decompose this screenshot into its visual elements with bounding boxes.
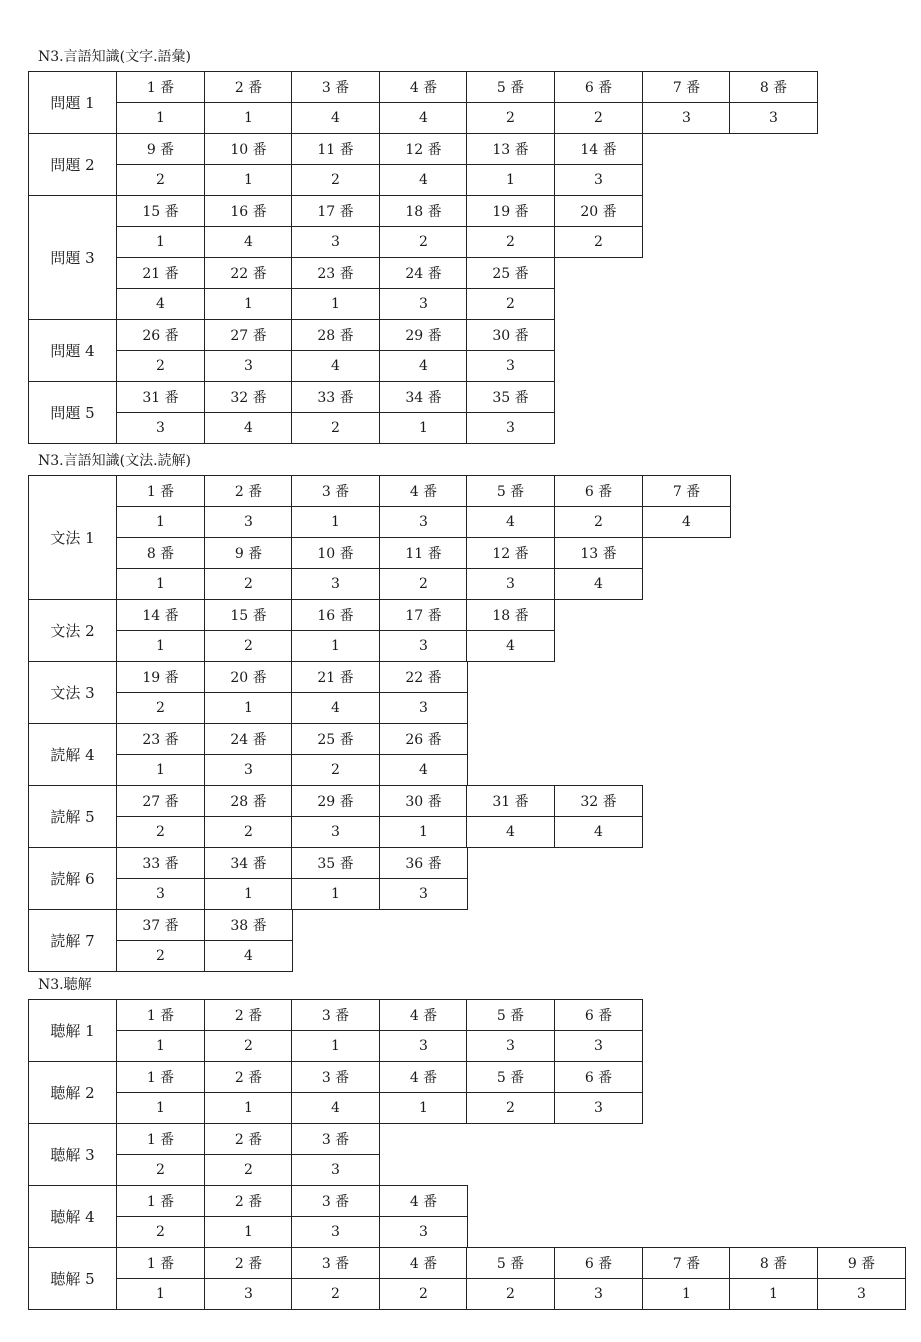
question-group-label: 読解 7 [28, 909, 117, 972]
question-number-cell: 15 番 [116, 195, 205, 227]
answer-cell: 3 [466, 412, 555, 444]
answer-cell: 1 [116, 1030, 205, 1062]
answer-cell: 1 [379, 816, 468, 848]
question-number-cell: 9 番 [817, 1247, 906, 1279]
answer-cell: 3 [291, 226, 380, 258]
answer-cell: 3 [379, 288, 468, 320]
answer-cell: 2 [466, 1278, 555, 1310]
question-number-cell: 7 番 [642, 71, 731, 103]
answer-cell: 3 [204, 1278, 293, 1310]
answer-cell: 4 [204, 226, 293, 258]
question-number-cell: 4 番 [379, 71, 468, 103]
question-number-cell: 3 番 [291, 71, 380, 103]
question-group-label: 聴解 3 [28, 1123, 117, 1186]
answer-cell: 1 [379, 1092, 468, 1124]
question-number-cell: 2 番 [204, 1247, 293, 1279]
question-number-cell: 21 番 [116, 257, 205, 289]
answer-cell: 4 [379, 102, 468, 134]
question-number-cell: 27 番 [204, 319, 293, 351]
question-number-cell: 2 番 [204, 71, 293, 103]
answer-cell: 2 [466, 288, 555, 320]
question-number-cell: 13 番 [554, 537, 643, 569]
question-number-cell: 38 番 [204, 909, 293, 941]
answer-cell: 3 [116, 412, 205, 444]
answer-cell: 4 [379, 164, 468, 196]
answer-cell: 3 [817, 1278, 906, 1310]
answer-cell: 3 [466, 1030, 555, 1062]
question-number-cell: 5 番 [466, 1061, 555, 1093]
question-number-cell: 18 番 [379, 195, 468, 227]
answer-cell: 4 [554, 816, 643, 848]
question-number-cell: 7 番 [642, 1247, 731, 1279]
answer-cell: 3 [554, 1278, 643, 1310]
answer-cell: 3 [379, 630, 468, 662]
answer-cell: 1 [116, 506, 205, 538]
answer-cell: 1 [204, 692, 293, 724]
answer-cell: 1 [116, 1278, 205, 1310]
answer-cell: 2 [116, 164, 205, 196]
question-number-cell: 24 番 [204, 723, 293, 755]
answer-cell: 4 [204, 940, 293, 972]
question-number-cell: 33 番 [116, 847, 205, 879]
answer-cell: 1 [642, 1278, 731, 1310]
answer-cell: 1 [729, 1278, 818, 1310]
answer-cell: 3 [204, 350, 293, 382]
answer-cell: 2 [291, 754, 380, 786]
question-number-cell: 35 番 [291, 847, 380, 879]
question-number-cell: 6 番 [554, 475, 643, 507]
answer-cell: 4 [204, 412, 293, 444]
question-number-cell: 34 番 [379, 381, 468, 413]
question-number-cell: 7 番 [642, 475, 731, 507]
question-number-cell: 22 番 [204, 257, 293, 289]
question-group-label: 問題 5 [28, 381, 117, 444]
answer-cell: 2 [204, 1154, 293, 1186]
question-number-cell: 5 番 [466, 475, 555, 507]
answer-cell: 2 [204, 568, 293, 600]
question-group-label: 聴解 2 [28, 1061, 117, 1124]
question-number-cell: 3 番 [291, 1123, 380, 1155]
answer-cell: 2 [204, 1030, 293, 1062]
question-number-cell: 19 番 [116, 661, 205, 693]
question-number-cell: 2 番 [204, 475, 293, 507]
question-group-label: 文法 3 [28, 661, 117, 724]
answer-cell: 3 [291, 1216, 380, 1248]
answer-cell: 2 [204, 630, 293, 662]
question-number-cell: 5 番 [466, 1247, 555, 1279]
section-title: N3.言語知識(文字.語彙) [38, 49, 191, 65]
question-number-cell: 1 番 [116, 475, 205, 507]
question-number-cell: 2 番 [204, 1185, 293, 1217]
question-number-cell: 4 番 [379, 1185, 468, 1217]
answer-cell: 3 [642, 102, 731, 134]
question-number-cell: 19 番 [466, 195, 555, 227]
answer-cell: 1 [116, 568, 205, 600]
question-number-cell: 26 番 [379, 723, 468, 755]
answer-cell: 1 [291, 878, 380, 910]
answer-cell: 4 [379, 350, 468, 382]
question-number-cell: 28 番 [291, 319, 380, 351]
answer-cell: 1 [291, 630, 380, 662]
question-number-cell: 2 番 [204, 999, 293, 1031]
answer-cell: 2 [379, 1278, 468, 1310]
answer-cell: 2 [204, 816, 293, 848]
answer-cell: 2 [466, 102, 555, 134]
answer-cell: 1 [116, 630, 205, 662]
question-number-cell: 8 番 [729, 71, 818, 103]
answer-cell: 3 [554, 1092, 643, 1124]
question-number-cell: 3 番 [291, 1061, 380, 1093]
answer-cell: 3 [291, 1154, 380, 1186]
question-number-cell: 30 番 [466, 319, 555, 351]
question-number-cell: 5 番 [466, 999, 555, 1031]
answer-cell: 3 [554, 1030, 643, 1062]
question-number-cell: 10 番 [204, 133, 293, 165]
answer-cell: 1 [116, 102, 205, 134]
question-number-cell: 15 番 [204, 599, 293, 631]
question-number-cell: 35 番 [466, 381, 555, 413]
answer-cell: 3 [291, 816, 380, 848]
answer-cell: 3 [379, 878, 468, 910]
question-group-label: 問題 1 [28, 71, 117, 134]
answer-cell: 3 [379, 692, 468, 724]
question-number-cell: 2 番 [204, 1061, 293, 1093]
question-number-cell: 29 番 [379, 319, 468, 351]
question-group-label: 読解 5 [28, 785, 117, 848]
question-number-cell: 32 番 [554, 785, 643, 817]
question-number-cell: 30 番 [379, 785, 468, 817]
question-number-cell: 22 番 [379, 661, 468, 693]
question-number-cell: 6 番 [554, 1061, 643, 1093]
question-number-cell: 1 番 [116, 71, 205, 103]
answer-cell: 2 [116, 1216, 205, 1248]
question-number-cell: 4 番 [379, 1061, 468, 1093]
question-number-cell: 1 番 [116, 999, 205, 1031]
answer-cell: 4 [291, 692, 380, 724]
answer-cell: 4 [642, 506, 731, 538]
question-number-cell: 23 番 [291, 257, 380, 289]
answer-cell: 3 [379, 506, 468, 538]
answer-cell: 2 [466, 226, 555, 258]
answer-cell: 1 [291, 288, 380, 320]
answer-cell: 2 [291, 1278, 380, 1310]
answer-cell: 2 [116, 1154, 205, 1186]
answer-cell: 2 [466, 1092, 555, 1124]
answer-cell: 1 [204, 878, 293, 910]
answer-cell: 2 [116, 816, 205, 848]
answer-cell: 1 [291, 1030, 380, 1062]
question-number-cell: 8 番 [116, 537, 205, 569]
answer-cell: 1 [204, 102, 293, 134]
answer-cell: 2 [291, 412, 380, 444]
answer-cell: 3 [291, 568, 380, 600]
answer-cell: 1 [116, 754, 205, 786]
question-number-cell: 11 番 [379, 537, 468, 569]
answer-cell: 2 [554, 226, 643, 258]
answer-cell: 1 [204, 288, 293, 320]
answer-cell: 2 [379, 226, 468, 258]
question-number-cell: 26 番 [116, 319, 205, 351]
question-number-cell: 28 番 [204, 785, 293, 817]
answer-cell: 2 [116, 692, 205, 724]
question-group-label: 問題 3 [28, 195, 117, 320]
answer-cell: 3 [204, 506, 293, 538]
question-number-cell: 27 番 [116, 785, 205, 817]
question-number-cell: 3 番 [291, 475, 380, 507]
answer-cell: 1 [291, 506, 380, 538]
answer-cell: 3 [379, 1030, 468, 1062]
answer-cell: 4 [116, 288, 205, 320]
section-title: N3.言語知識(文法.読解) [38, 453, 191, 469]
question-group-label: 読解 6 [28, 847, 117, 910]
answer-cell: 1 [466, 164, 555, 196]
question-group-label: 文法 2 [28, 599, 117, 662]
answer-cell: 1 [204, 1216, 293, 1248]
question-number-cell: 36 番 [379, 847, 468, 879]
question-number-cell: 31 番 [466, 785, 555, 817]
question-number-cell: 10 番 [291, 537, 380, 569]
question-number-cell: 3 番 [291, 1247, 380, 1279]
question-number-cell: 33 番 [291, 381, 380, 413]
question-number-cell: 12 番 [379, 133, 468, 165]
question-group-label: 読解 4 [28, 723, 117, 786]
question-number-cell: 6 番 [554, 1247, 643, 1279]
question-group-label: 聴解 1 [28, 999, 117, 1062]
answer-cell: 1 [204, 1092, 293, 1124]
answer-cell: 2 [554, 102, 643, 134]
answer-cell: 2 [116, 350, 205, 382]
question-group-label: 問題 2 [28, 133, 117, 196]
question-number-cell: 1 番 [116, 1123, 205, 1155]
answer-cell: 2 [291, 164, 380, 196]
answer-cell: 3 [204, 754, 293, 786]
question-number-cell: 18 番 [466, 599, 555, 631]
question-number-cell: 11 番 [291, 133, 380, 165]
question-number-cell: 20 番 [554, 195, 643, 227]
question-number-cell: 14 番 [116, 599, 205, 631]
answer-cell: 4 [291, 102, 380, 134]
answer-cell: 2 [554, 506, 643, 538]
question-number-cell: 34 番 [204, 847, 293, 879]
answer-cell: 3 [466, 568, 555, 600]
question-number-cell: 6 番 [554, 71, 643, 103]
answer-cell: 4 [554, 568, 643, 600]
answer-cell: 3 [379, 1216, 468, 1248]
answer-cell: 1 [116, 226, 205, 258]
question-group-label: 聴解 5 [28, 1247, 117, 1310]
question-number-cell: 6 番 [554, 999, 643, 1031]
question-number-cell: 4 番 [379, 1247, 468, 1279]
question-number-cell: 12 番 [466, 537, 555, 569]
answer-cell: 4 [466, 506, 555, 538]
question-number-cell: 21 番 [291, 661, 380, 693]
answer-cell: 4 [379, 754, 468, 786]
question-number-cell: 37 番 [116, 909, 205, 941]
answer-cell: 3 [554, 164, 643, 196]
question-number-cell: 25 番 [466, 257, 555, 289]
answer-cell: 2 [116, 940, 205, 972]
question-number-cell: 24 番 [379, 257, 468, 289]
question-number-cell: 1 番 [116, 1247, 205, 1279]
question-group-label: 聴解 4 [28, 1185, 117, 1248]
question-number-cell: 23 番 [116, 723, 205, 755]
answer-cell: 3 [116, 878, 205, 910]
question-number-cell: 9 番 [204, 537, 293, 569]
question-number-cell: 4 番 [379, 999, 468, 1031]
answer-cell: 4 [291, 1092, 380, 1124]
answer-cell: 1 [116, 1092, 205, 1124]
question-number-cell: 25 番 [291, 723, 380, 755]
question-number-cell: 14 番 [554, 133, 643, 165]
question-number-cell: 4 番 [379, 475, 468, 507]
question-number-cell: 29 番 [291, 785, 380, 817]
section-title: N3.聴解 [38, 977, 92, 993]
question-group-label: 文法 1 [28, 475, 117, 600]
question-number-cell: 31 番 [116, 381, 205, 413]
answer-cell: 4 [466, 816, 555, 848]
answer-cell: 1 [204, 164, 293, 196]
question-number-cell: 13 番 [466, 133, 555, 165]
question-number-cell: 3 番 [291, 999, 380, 1031]
answer-cell: 4 [291, 350, 380, 382]
question-number-cell: 9 番 [116, 133, 205, 165]
answer-cell: 3 [729, 102, 818, 134]
question-number-cell: 17 番 [291, 195, 380, 227]
question-number-cell: 17 番 [379, 599, 468, 631]
answer-cell: 4 [466, 630, 555, 662]
question-number-cell: 20 番 [204, 661, 293, 693]
question-number-cell: 32 番 [204, 381, 293, 413]
question-number-cell: 5 番 [466, 71, 555, 103]
question-number-cell: 3 番 [291, 1185, 380, 1217]
question-number-cell: 16 番 [291, 599, 380, 631]
answer-cell: 1 [379, 412, 468, 444]
question-number-cell: 16 番 [204, 195, 293, 227]
answer-cell: 2 [379, 568, 468, 600]
question-number-cell: 8 番 [729, 1247, 818, 1279]
question-number-cell: 1 番 [116, 1185, 205, 1217]
question-number-cell: 1 番 [116, 1061, 205, 1093]
question-group-label: 問題 4 [28, 319, 117, 382]
answer-cell: 3 [466, 350, 555, 382]
question-number-cell: 2 番 [204, 1123, 293, 1155]
